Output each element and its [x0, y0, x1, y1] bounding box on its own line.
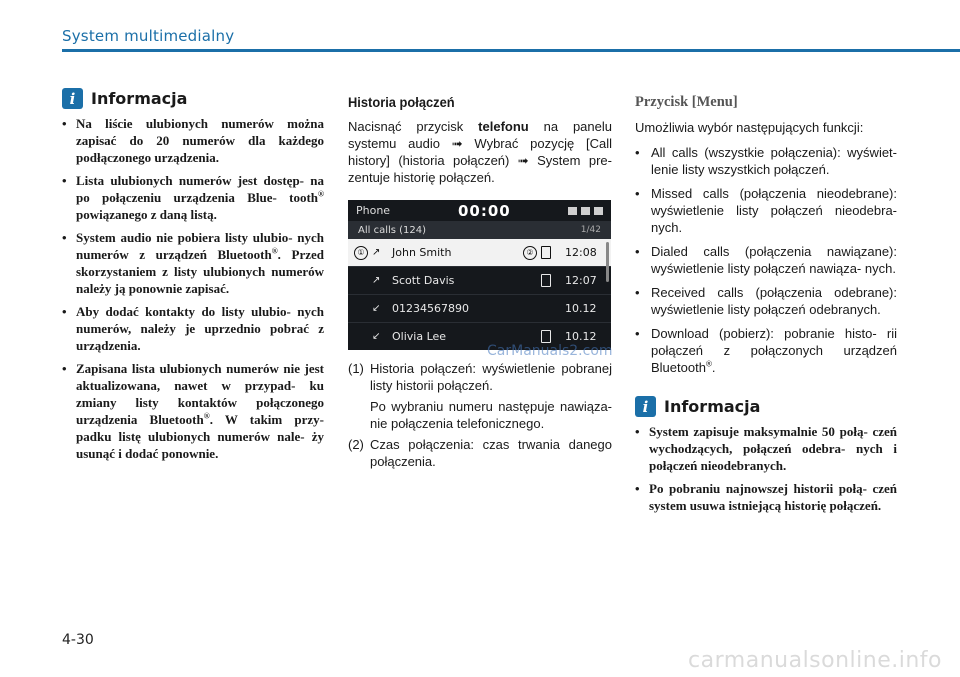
call-name: 01234567890 [392, 302, 469, 315]
call-name: Olivia Lee [392, 330, 447, 343]
list-item: • Dialed calls (połączenia nawiązane): wyświetlenie listy połączeń nawiąza- nych. [635, 243, 897, 277]
table-row[interactable] [348, 295, 611, 323]
phone-screen-image [348, 200, 611, 350]
table-row[interactable] [348, 239, 611, 267]
header-rule [62, 49, 960, 52]
middle-column [348, 88, 612, 474]
page-header-title: System multimedialny [62, 27, 235, 45]
list-item: • Na liście ulubionych numerów można zapisać do 20 numerów dla każdego podłączonego urządzenia. [62, 115, 324, 166]
phone-type-icon [541, 274, 551, 287]
call-name: John Smith [392, 246, 452, 259]
info-icon: i [62, 88, 83, 109]
call-time: 12:07 [565, 274, 597, 287]
list-item: • Download (pobierz): pobranie histo- rii połączeń z połączonych urządzeń Bluetooth®. [635, 325, 897, 376]
call-list-header [348, 221, 611, 239]
signal-icon [594, 207, 603, 215]
list-item: • Missed calls (połączenia nieodebrane): wyświetlenie listy połączeń nieodebra- nych. [635, 185, 897, 236]
section-title-menu-button: Przycisk [Menu] [635, 94, 738, 110]
list-item: • Po pobraniu najnowszej historii połą- czeń system usuwa istniejącą historię połączeń. [635, 480, 897, 514]
info-heading [635, 396, 897, 417]
list-item: • System zapisuje maksymalnie 50 połą- czeń wychodzących, połączeń odebra- nych i połączeń nieodebranych. [635, 423, 897, 474]
call-direction-icon: ↙ [372, 331, 381, 342]
watermark: CarManuals2.com [487, 343, 613, 359]
callout-2: ② [523, 246, 537, 260]
bluetooth-icon [581, 207, 590, 215]
menu-function-list [635, 144, 897, 376]
page-number: 4-30 [62, 632, 94, 648]
numbered-item-1: (1) Historia połączeń: wyświetlenie pobranej listy historii połączeń. [348, 361, 612, 393]
info-bullet-list [62, 115, 324, 462]
table-row[interactable] [348, 267, 611, 295]
list-item: • Received calls (połączenia odebrane): wyświetlenie listy połączeń odebranych. [635, 284, 897, 318]
section-title-call-history: Historia połączeń [348, 94, 455, 110]
info-bullet-list [635, 423, 897, 514]
phone-clock: 00:00 [458, 201, 511, 220]
list-item: • Zapisana lista ulubionych numerów nie jest aktualizowana, nawet w przypad- ku zmiany listy kontaktów połączonego urządzenia Bluetooth®. W takim przy- padku listę ulubionych numerów nale- ży usunąć i dodać ponownie. [62, 360, 324, 462]
call-time: 12:08 [565, 246, 597, 259]
table-row[interactable] [348, 323, 611, 350]
call-direction-icon: ↗ [372, 275, 381, 286]
scrollbar[interactable] [606, 242, 609, 282]
call-time: 10.12 [565, 330, 597, 343]
page-indicator: 1/42 [580, 225, 601, 235]
call-time: 10.12 [565, 302, 597, 315]
menu-intro: Umożliwia wybór następujących funkcji: [635, 120, 864, 135]
list-item: • Lista ulubionych numerów jest dostęp- na po połączeniu urządzenia Blue- tooth® powiązanego z daną listą. [62, 172, 324, 223]
status-icons [568, 207, 603, 215]
call-list-label: All calls (124) [358, 224, 427, 236]
numbered-item-2: (2) Czas połączenia: czas trwania danego połączenia. [348, 437, 612, 469]
list-item: • Aby dodać kontakty do listy ulubio- nych numerów, należy je uprzednio pobrać z urządzenia. [62, 303, 324, 354]
info-title: Informacja [664, 397, 761, 416]
list-item: • System audio nie pobiera listy ulubio- nych numerów z urządzeń Bluetooth®. Przed skorzystaniem z listy ulubionych numerów należy ją ponownie zapisać. [62, 229, 324, 297]
battery-icon [568, 207, 577, 215]
phone-app-label: Phone [356, 204, 391, 217]
callout-1: ① [354, 246, 368, 260]
right-column [635, 88, 897, 520]
list-item: • All calls (wszystkie połączenia): wyświet- lenie listy wszystkich połączeń. [635, 144, 897, 178]
info-heading [62, 88, 324, 109]
left-column [62, 88, 324, 468]
call-direction-icon: ↙ [372, 303, 381, 314]
call-direction-icon: ↗ [372, 247, 381, 258]
phone-type-icon [541, 246, 551, 259]
numbered-item-1-note: Po wybraniu numeru następuje nawiąza- nie połączenia telefonicznego. [370, 399, 612, 431]
footer-watermark: carmanualsonline.info [688, 648, 942, 673]
info-title: Informacja [91, 89, 188, 108]
call-name: Scott Davis [392, 274, 455, 287]
call-history-intro: Nacisnąć przycisk telefonu na panelu systemu audio ➟ Wybrać pozycję [Call history] (historia połączeń) ➟ System pre- zentuje historię połączeń. [348, 119, 612, 185]
phone-status-bar [348, 200, 611, 221]
phone-type-icon [541, 330, 551, 343]
info-icon: i [635, 396, 656, 417]
